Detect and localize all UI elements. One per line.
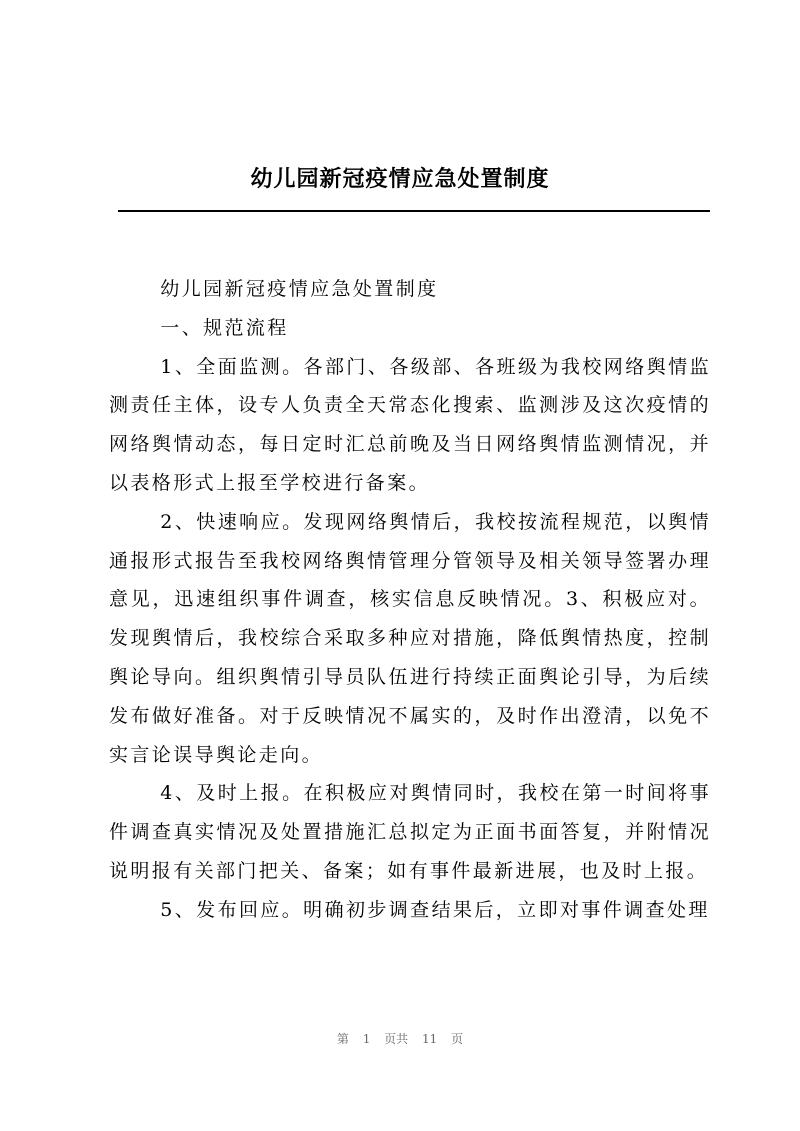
footer-page-number: 1 [362,1032,371,1046]
paragraph-section-title: 一、规范流程 [160,316,289,339]
title-divider [118,210,710,212]
paragraph-reporting: 4、及时上报。在积极应对舆情同时，我校在第一时间将事件调查真实情况及处置措施汇总拟定为正面书面答复，并附情况说明报有关部门把关、备案；如有事件最新进展，也及时上报。 [109,782,711,882]
footer-prefix: 第 [336,1032,349,1046]
paragraph-publishing: 5、发布回应。明确初步调查结果后，立即对事件调查处理 [160,898,710,921]
footer-middle: 页共 [384,1032,409,1046]
paragraph-monitoring: 1、全面监测。各部门、各级部、各班级为我校网络舆情监测责任主体，设专人负责全天常态化搜索、监测涉及这次疫情的网络舆情动态，每日定时汇总前晚及当日网络舆情监测情况，并以表格形式上报至学校进行备案。 [109,355,711,494]
document-title: 幼儿园新冠疫情应急处置制度 [250,166,550,192]
footer-page-total: 11 [422,1032,438,1046]
paragraph-heading: 幼儿园新冠疫情应急处置制度 [160,278,439,300]
footer-suffix: 页 [451,1032,464,1046]
paragraph-response: 2、快速响应。发现网络舆情后，我校按流程规范，以舆情通报形式报告至我校网络舆情管理分管领导及相关领导签署办理意见，迅速组织事件调查，核实信息反映情况。3、积极应对。发现舆情后，我校综合采取多种应对措施，降低舆情热度，控制舆论导向。组织舆情引导员队伍进行持续正面舆论引导，为后续发布做好准备。对于反映情况不属实的，及时作出澄清，以免不实言论误导舆论走向。 [109,510,711,766]
page-footer [0,1031,800,1047]
document-body [109,270,711,930]
